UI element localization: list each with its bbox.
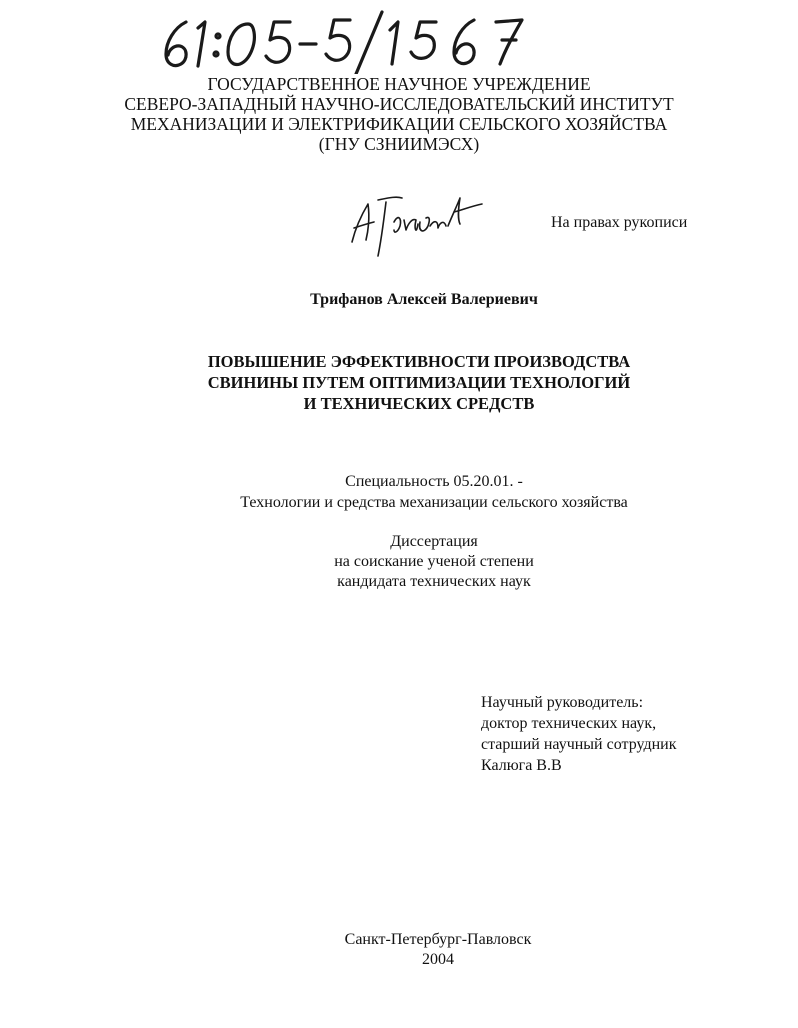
institution-line: МЕХАНИЗАЦИИ И ЭЛЕКТРИФИКАЦИИ СЕЛЬСКОГО ХОЗЯЙСТВА (130, 114, 668, 134)
supervisor-line: старший научный сотрудник (481, 736, 677, 753)
specialty-line: Специальность 05.20.01. - (345, 473, 523, 490)
institution-header (0, 74, 798, 154)
author-signature (338, 184, 488, 262)
supervisor-line: доктор технических наук, (481, 715, 657, 732)
specialty-block (0, 471, 798, 513)
rights-note: На правах рукописи (551, 214, 688, 231)
title-line: И ТЕХНИЧЕСКИХ СРЕДСТВ (303, 394, 535, 413)
footer-block (0, 930, 798, 970)
footer-city: Санкт-Петербург-Павловск (344, 931, 532, 948)
dissertation-line: кандидата технических наук (337, 573, 531, 590)
title-line: СВИНИНЫ ПУТЕМ ОПТИМИЗАЦИИ ТЕХНОЛОГИЙ (207, 373, 631, 392)
dissertation-block (0, 532, 798, 592)
author-name: Трифанов Алексей Валериевич (310, 291, 538, 308)
handwritten-registry-number (150, 8, 550, 74)
footer-year: 2004 (422, 951, 454, 968)
dissertation-line: Диссертация (390, 533, 478, 550)
institution-line: ГОСУДАРСТВЕННОЕ НАУЧНОЕ УЧРЕЖДЕНИЕ (207, 74, 591, 94)
supervisor-line: Калюга В.В (481, 757, 562, 774)
institution-line: СЕВЕРО-ЗАПАДНЫЙ НАУЧНО-ИССЛЕДОВАТЕЛЬСКИЙ ИНСТИТУТ (124, 94, 674, 114)
thesis-title (0, 351, 798, 414)
specialty-line: Технологии и средства механизации сельского хозяйства (240, 494, 628, 511)
institution-line: (ГНУ СЗНИИМЭСХ) (318, 134, 480, 154)
dissertation-line: на соискание ученой степени (334, 553, 534, 570)
title-line: ПОВЫШЕНИЕ ЭФФЕКТИВНОСТИ ПРОИЗВОДСТВА (207, 352, 631, 371)
supervisor-line: Научный руководитель: (481, 694, 644, 711)
supervisor-block (481, 692, 677, 776)
